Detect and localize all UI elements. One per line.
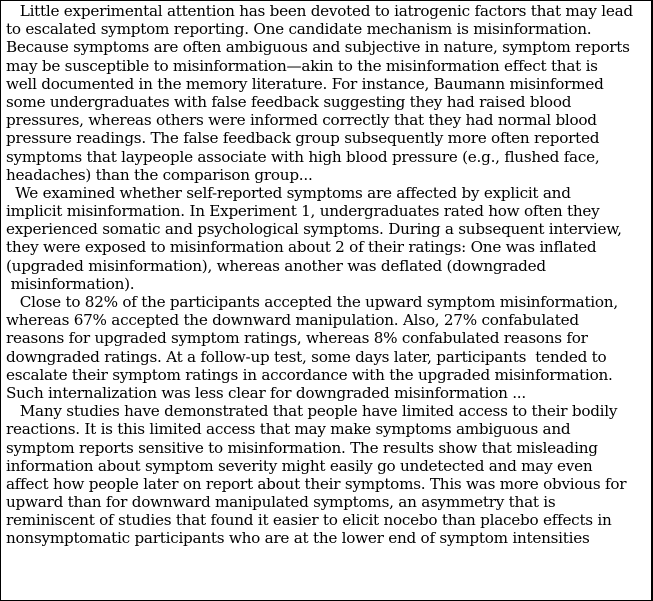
text-line: may be susceptible to misinformation—akin to the misinformation effect that is [6, 56, 598, 75]
right-border [651, 1, 652, 600]
text-line: they were exposed to misinformation about 2 of their ratings: One was inflated [6, 238, 597, 257]
text-line: Such internalization was less clear for downgraded misinformation ... [6, 383, 526, 402]
text-line: whereas 67% accepted the downward manipulation. Also, 27% confabulated [6, 311, 579, 330]
text-line: Many studies have demonstrated that people have limited access to their bodily [6, 402, 618, 421]
paragraph [6, 184, 650, 293]
paragraph [6, 2, 650, 184]
text-line: Close to 82% of the participants accepted the upward symptom misinformation, [6, 293, 618, 311]
text-line: experienced somatic and psychological symptoms. During a subsequent interview, [6, 220, 622, 239]
text-line: nonsymptomatic participants who are at the lower end of symptom intensities [6, 529, 590, 548]
paragraph [6, 293, 650, 402]
text-line: symptom reports sensitive to misinformation. The results show that misleading [6, 438, 598, 457]
text-line: well documented in the memory literature. For instance, Baumann misinformed [6, 74, 604, 93]
text-line: some undergraduates with false feedback suggesting they had raised blood [6, 92, 572, 111]
text-line: affect how people later on report about their symptoms. This was more obvious for [6, 474, 627, 493]
text-line: to escalated symptom reporting. One candidate mechanism is misinformation. [6, 20, 592, 39]
text-line: (upgraded misinformation), whereas another was deflated (downgraded [6, 256, 546, 275]
text-line: reminiscent of studies that found it easier to elicit nocebo than placebo effects in [6, 511, 612, 530]
text-line: We examined whether self-reported symptoms are affected by explicit and [6, 183, 571, 202]
text-line: pressure readings. The false feedback group subsequently more often reported [6, 129, 600, 148]
text-line: symptoms that laypeople associate with high blood pressure (e.g., flushed face, [6, 147, 600, 166]
text-line: misinformation). [6, 274, 135, 293]
text-line: Because symptoms are often ambiguous and subjective in nature, symptom reports [6, 38, 630, 57]
text-line: escalate their symptom ratings in accordance with the upgraded misinformation. [6, 365, 613, 384]
text-line: implicit misinformation. In Experiment 1, undergraduates rated how often they [6, 202, 600, 221]
text-line: reasons for upgraded symptom ratings, whereas 8% confabulated reasons for [6, 329, 588, 348]
text-line: upward than for downward manipulated symptoms, an asymmetry that is [6, 493, 556, 512]
text-line: downgraded ratings. At a follow-up test, some days later, participants tended to [6, 347, 607, 366]
text-line: reactions. It is this limited access that may make symptoms ambiguous and [6, 420, 571, 439]
paragraph [6, 402, 650, 548]
text-line: information about symptom severity might easily go undetected and may even [6, 456, 593, 475]
document-text [6, 2, 650, 548]
text-line: Little experimental attention has been devoted to iatrogenic factors that may lead [6, 2, 633, 20]
text-line: headaches) than the comparison group... [6, 165, 313, 184]
text-line: pressures, whereas others were informed correctly that they had normal blood [6, 111, 597, 130]
